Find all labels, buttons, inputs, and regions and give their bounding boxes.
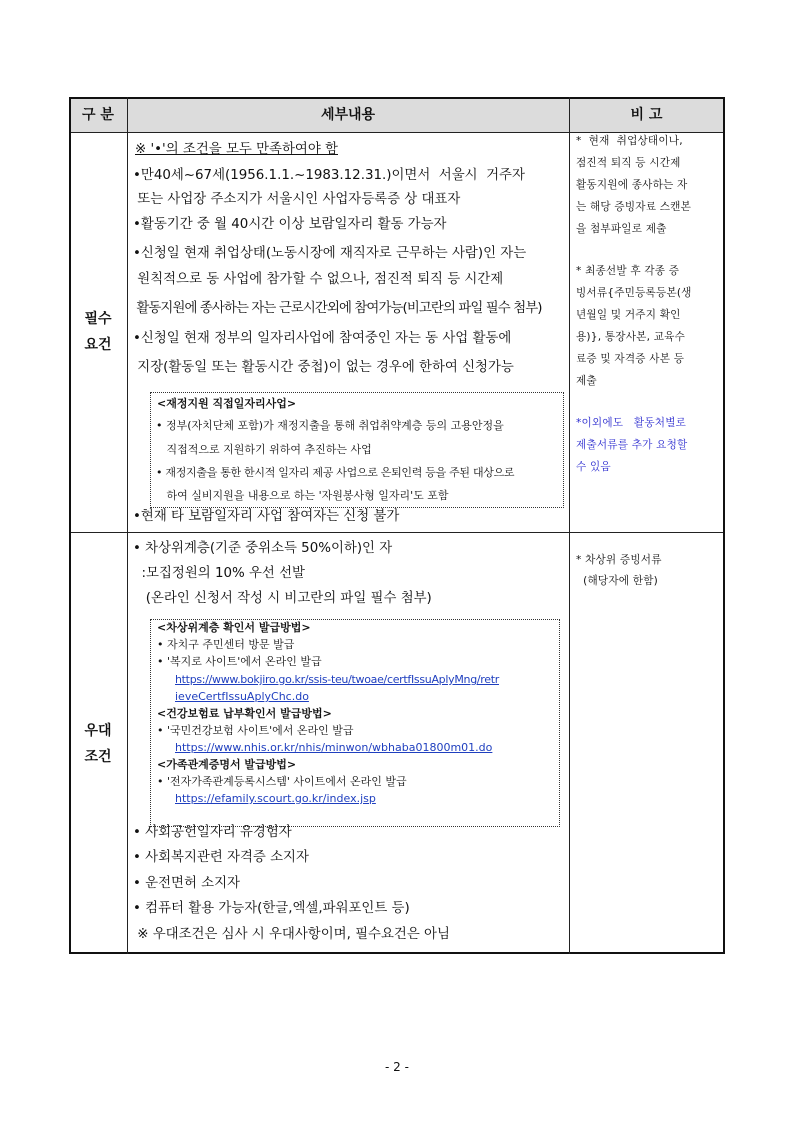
table-border [69, 97, 71, 954]
divider [569, 97, 570, 954]
remark-line: 년월일 및 거주지 확인 [576, 309, 681, 321]
box-line: • 자치구 주민센터 방문 발급 [157, 638, 295, 651]
preference-line: • 컴퓨터 활용 가능자(한글,엑셀,파워포인트 등) [133, 901, 410, 916]
divider [69, 532, 725, 533]
box-title: <재정지원 직접일자리사업> [157, 397, 297, 410]
table-border [69, 952, 725, 954]
requirement-line: •활동기간 중 월 40시간 이상 보람일자리 활동 가능자 [133, 217, 447, 232]
efamily-link[interactable]: https://efamily.scourt.go.kr/index.jsp [175, 792, 376, 805]
remark-line: * 현재 취업상태이나, [576, 135, 683, 147]
box-line: 하여 실비지원을 내용으로 하는 '자원봉사형 일자리'도 포함 [156, 489, 449, 502]
preference-line: • 사회복지관련 자격증 소지자 [133, 850, 309, 865]
box-title: <건강보험료 납부확인서 발급방법> [157, 707, 332, 720]
remark-line: 제출 [576, 375, 597, 387]
requirement-line: 원칙적으로 동 사업에 참가할 수 없으나, 점진적 퇴직 등 시간제 [133, 272, 504, 287]
header-details: 세부내용 [320, 107, 376, 123]
category-preferred [69, 718, 127, 770]
requirement-line: •현재 타 보람일자리 사업 참여자는 신청 불가 [133, 509, 400, 524]
nhis-link[interactable]: https://www.nhis.or.kr/nhis/minwon/wbhaba01800m01.do [175, 741, 493, 754]
preference-line: • 운전면허 소지자 [133, 876, 240, 891]
requirement-line: 활동지원에 종사하는 자는 근로시간외에 참여가능(비고란의 파일 필수 첨부) [133, 301, 542, 316]
remark-line: 용)}, 통장사본, 교육수 [576, 331, 686, 343]
preference-line: • 사회공헌일자리 유경험자 [133, 825, 292, 840]
remark-line: 빙서류{주민등록등본(생 [576, 287, 692, 299]
remark-line: * 차상위 증빙서류 [576, 554, 662, 566]
remark-line: (해당자에 한함) [576, 575, 658, 587]
box-line: • '전자가족관계등록시스템' 사이트에서 온라인 발급 [157, 775, 407, 788]
preference-note: ※ 우대조건은 심사 시 우대사항이며, 필수요건은 아님 [133, 927, 450, 942]
remark-line-blue: *이외에도 활동처별로 [576, 417, 687, 429]
remark-line: 활동지원에 종사하는 자 [576, 179, 688, 191]
preference-line: :모집정원의 10% 우선 선발 [133, 566, 305, 581]
category-required [69, 306, 127, 358]
remark-line: 는 해당 증빙자료 스캔본 [576, 201, 692, 213]
table-border [69, 97, 725, 99]
remark-line: 을 첨부파일로 제출 [576, 223, 667, 235]
remark-line: 료증 및 자격증 사본 등 [576, 353, 685, 365]
category-line: 우대 [84, 723, 112, 739]
box-line: • '국민건강보험 사이트'에서 온라인 발급 [157, 724, 354, 737]
box-title: <가족관계증명서 발급방법> [157, 758, 297, 771]
preference-line: • 차상위계층(기준 중위소득 50%이하)인 자 [133, 541, 393, 556]
remark-line: 점진적 퇴직 등 시간제 [576, 157, 681, 169]
divider [69, 132, 725, 133]
category-line: 필수 [84, 311, 112, 327]
category-line: 요건 [84, 337, 112, 353]
requirement-line: •신청일 현재 취업상태(노동시장에 재직자로 근무하는 사람)인 자는 [133, 246, 527, 261]
page-number: - 2 - [385, 1060, 409, 1074]
box-title: <차상위계층 확인서 발급방법> [157, 621, 311, 634]
box-line: • 재정지출을 통한 한시적 일자리 제공 사업으로 은퇴인력 등을 주된 대상으로 [156, 466, 515, 479]
requirement-line: 지장(활동일 또는 활동시간 중첩)이 없는 경우에 한하여 신청가능 [133, 360, 514, 375]
requirement-line: •신청일 현재 정부의 일자리사업에 참여중인 자는 동 사업 활동에 [133, 331, 512, 346]
box-line: • '복지로 사이트'에서 온라인 발급 [157, 655, 322, 668]
remark-line-blue: 수 있음 [576, 461, 611, 473]
note-line [135, 141, 338, 159]
requirement-line: 또는 사업장 주소지가 서울시인 사업자등록증 상 대표자 [133, 192, 461, 207]
remark-line-blue: 제출서류를 추가 요청할 [576, 439, 688, 451]
header-remarks: 비 고 [630, 107, 663, 123]
header-category: 구 분 [82, 107, 114, 123]
box-line: 직접적으로 지원하기 위하여 추진하는 사업 [156, 443, 372, 456]
requirement-line: •만40세~67세(1956.1.1.~1983.12.31.)이면서 서울시 거주자 [133, 168, 525, 183]
bokjiro-link[interactable]: https://www.bokjiro.go.kr/ssis-teu/twoae/certfIssuAplyMng/retr [175, 673, 499, 686]
note-text: ※ '•'의 조건을 모두 만족하여야 함 [135, 142, 338, 157]
bokjiro-link-cont[interactable]: ieveCertfIssuAplyChc.do [175, 690, 309, 703]
box-line: • 정부(자치단체 포함)가 재정지출을 통해 취업취약계층 등의 고용안정을 [156, 419, 504, 432]
category-line: 조건 [84, 749, 112, 765]
divider [127, 97, 128, 954]
remark-line: * 최종선발 후 각종 증 [576, 265, 680, 277]
table-border [723, 97, 725, 954]
preference-line: (온라인 신청서 작성 시 비고란의 파일 필수 첨부) [133, 591, 432, 606]
